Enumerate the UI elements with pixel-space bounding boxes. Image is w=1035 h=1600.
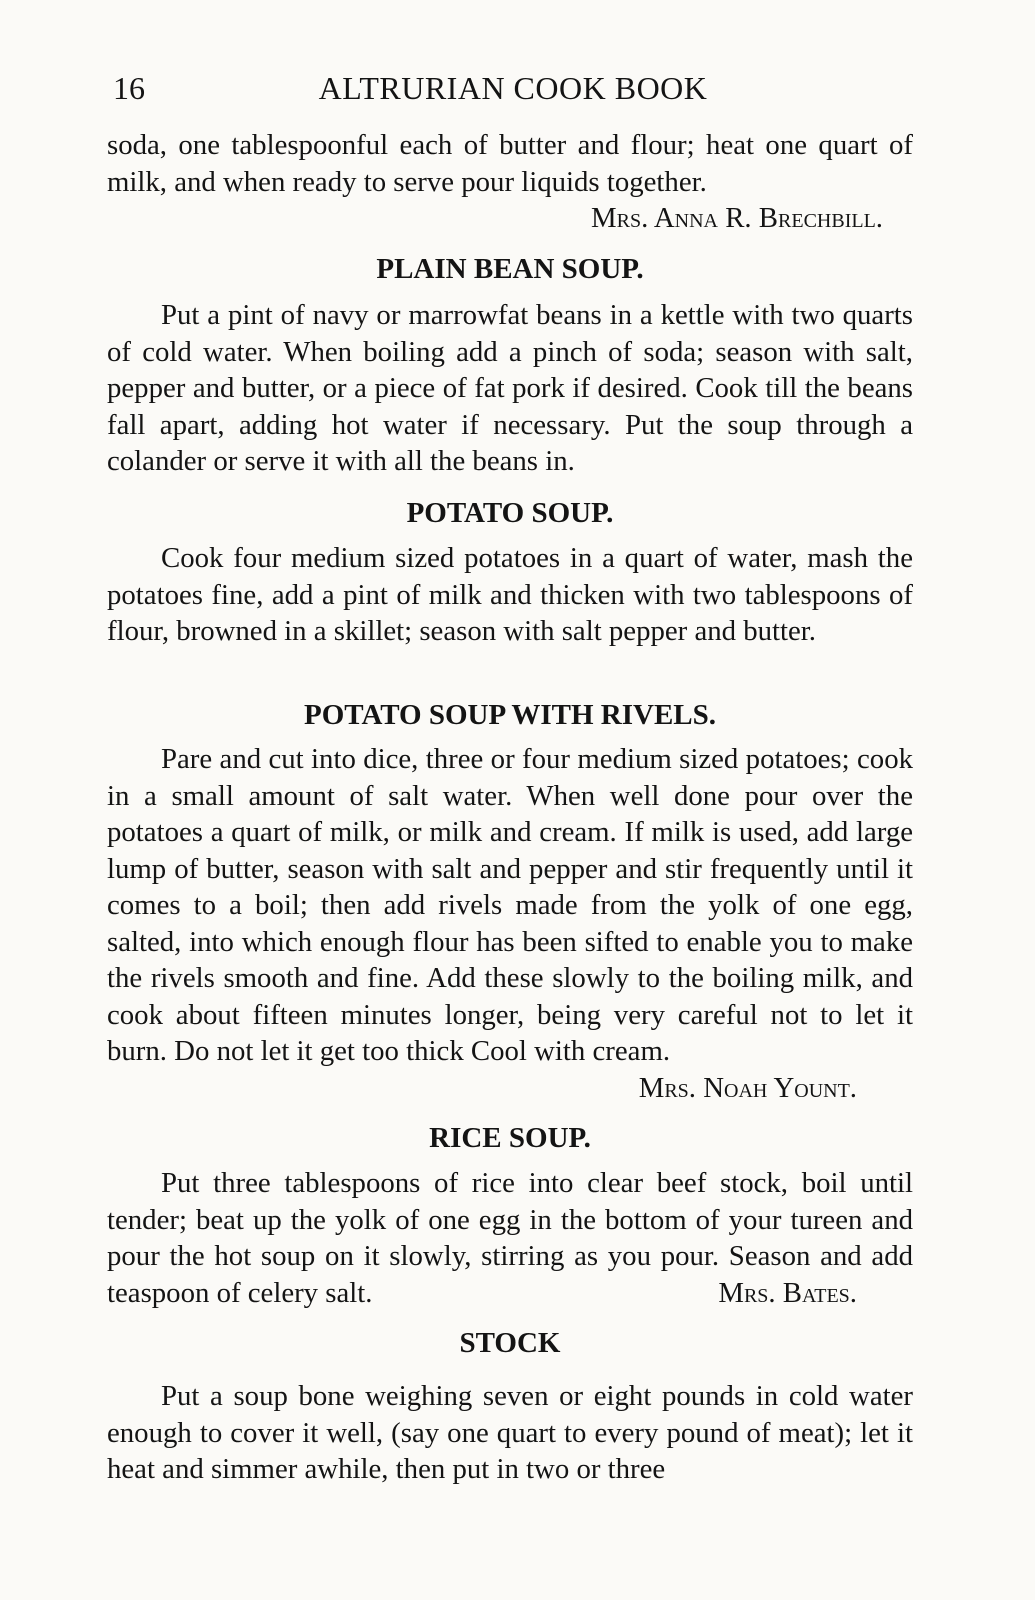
recipe-text: Put three tablespoons of rice into clear beef stock, boil until tender; beat up the yolk of one egg in the bottom of your tureen and pour the hot soup on it slowly, stirring as you pour. Season and add teaspoon of celery salt. — [107, 1167, 913, 1309]
recipe-rice-soup — [107, 1165, 913, 1311]
recipe-body — [107, 741, 913, 1104]
recipe-potato-soup-with-rivels — [107, 741, 913, 1106]
recipe-title-stock: STOCK — [459, 1327, 561, 1359]
recipe-text: Pare and cut into dice, three or four medium sized potatoes; cook in a small amount of salt water. When well done pour over the potatoes a quart of milk, or milk and cream. If milk is used, add large lump of butter, season with salt and pepper and stir frequently until it comes to a boil; then add rivels made from the yolk of one egg, salted, into which enough flour has been sifted to enable you to make the rivels smooth and fine. Add these slowly to the boiling milk, and cook about fifteen minutes longer, being very careful not to let it burn. Do not let it get too thick Cool with cream. — [107, 743, 913, 1067]
recipe-title-rice-soup: RICE SOUP. — [429, 1122, 591, 1154]
recipe-stock — [107, 1378, 913, 1488]
intro-block — [107, 127, 913, 237]
recipe-title-plain-bean-soup: PLAIN BEAN SOUP. — [376, 253, 644, 285]
recipe-potato-soup — [107, 540, 913, 650]
page-header — [113, 70, 913, 114]
recipe-title-potato-soup-with-rivels: POTATO SOUP WITH RIVELS. — [303, 699, 717, 731]
recipe-title-potato-soup: POTATO SOUP. — [406, 497, 614, 529]
recipe-body: Put a pint of navy or marrowfat beans in a kettle with two quarts of cold water. When boiling add a pinch of soda; season with salt, pepper and butter, or a piece of fat pork if desired. Cook till the beans fall apart, adding hot water if necessary. Put the soup through a colander or serve it with all the beans in. — [107, 299, 913, 477]
recipe-body: Put a soup bone weighing seven or eight pounds in cold water enough to cover it well, (say one quart to every pound of meat); let it heat and simmer awhile, then put in two or three — [107, 1380, 913, 1485]
recipe-body: Cook four medium sized potatoes in a quart of water, mash the potatoes fine, add a pint of milk and thicken with two tablespoons of flour, browned in a skillet; season with salt pepper and butter. — [107, 542, 913, 647]
recipe-body — [107, 1165, 913, 1311]
running-title: ALTRURIAN COOK BOOK — [318, 70, 708, 106]
recipe-signature: Mrs. Bates. — [718, 1276, 857, 1309]
recipe-signature: Mrs. Noah Yount. — [638, 1071, 857, 1104]
intro-text: soda, one tablespoonful each of butter and flour; heat one quart of milk, and when ready to serve pour liquids together. — [107, 129, 913, 198]
page-number: 16 — [113, 70, 145, 106]
recipe-plain-bean-soup — [107, 297, 913, 480]
intro-signature: Mrs. Anna R. Brechbill. — [591, 202, 883, 234]
